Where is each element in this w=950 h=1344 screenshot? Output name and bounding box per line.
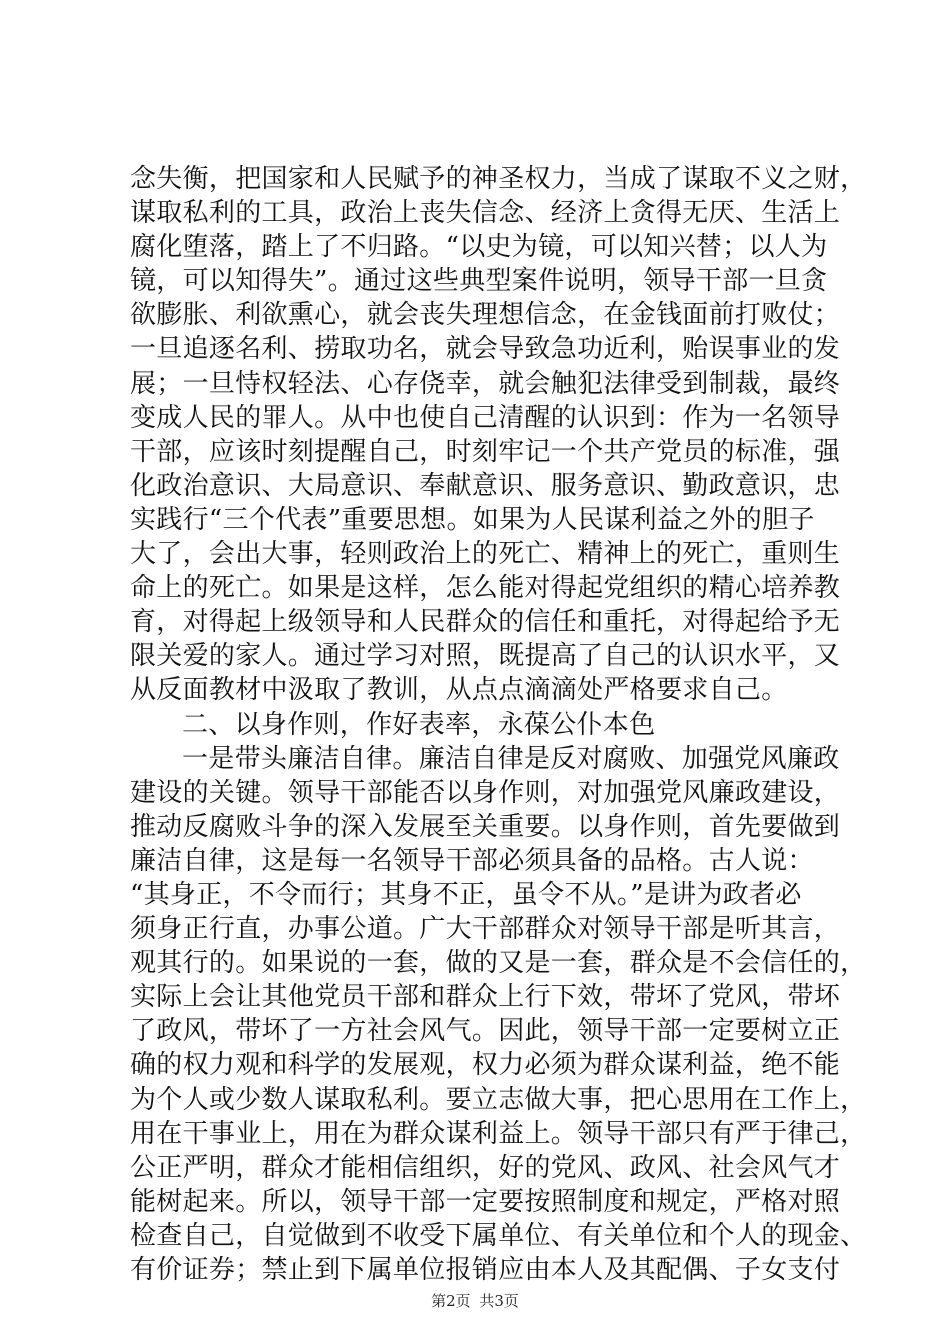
text-line: 实际上会让其他党员干部和群众上行下效，带坏了党风，带坏 — [130, 982, 841, 1013]
text-line: 谋取私利的工具，政治上丧失信念、经济上贪得无厌、生活上 — [130, 198, 841, 229]
text-line: 实践行“三个代表”重要思想。如果为人民谋利益之外的胆子 — [130, 504, 815, 535]
section-heading: 二、以身作则，作好表率，永葆公仆本色 — [182, 709, 656, 740]
text-line: 公正严明，群众才能相信组织，好的党风、政风、社会风气才 — [130, 1152, 841, 1183]
text-line: 变成人民的罪人。从中也使自己清醒的认识到：作为一名领导 — [130, 402, 841, 433]
page-total: 共3页 — [479, 1292, 519, 1310]
text-line: 有价证券；禁止到下属单位报销应由本人及其配偶、子女支付 — [130, 1255, 841, 1285]
text-line: 检查自己，自觉做到不收受下属单位、有关单位和个人的现金、 — [130, 1220, 867, 1251]
text-line: 确的权力观和科学的发展观，权力必须为群众谋利益，绝不能 — [130, 1050, 841, 1081]
text-line: 为个人或少数人谋取私利。要立志做大事，把心思用在工作上， — [130, 1084, 867, 1115]
text-line: 推动反腐败斗争的深入发展至关重要。以身作则，首先要做到 — [130, 811, 841, 842]
text-line: 一旦追逐名利、捞取功名，就会导致急功近利，贻误事业的发 — [130, 334, 841, 365]
text-line: 化政治意识、大局意识、奉献意识、服务意识、勤政意识，忠 — [130, 470, 841, 501]
text-line: 展；一旦恃权轻法、心存侥幸，就会触犯法律受到制裁，最终 — [130, 368, 841, 399]
text-line: 大了，会出大事，轻则政治上的死亡、精神上的死亡，重则生 — [130, 539, 841, 570]
text-line: 念失衡，把国家和人民赋予的神圣权力，当成了谋取不义之财， — [130, 164, 867, 194]
text-line: 从反面教材中汲取了教训，从点点滴滴处严格要求自己。 — [130, 675, 788, 706]
text-line: 限关爱的家人。通过学习对照，既提高了自己的认识水平，又 — [130, 641, 841, 672]
text-line: 观其行的。如果说的一套，做的又是一套，群众是不会信任的， — [130, 948, 867, 979]
text-line: 镜，可以知得失”。通过这些典型案件说明，领导干部一旦贪 — [130, 266, 828, 297]
text-line: 育，对得起上级领导和人民群众的信任和重托，对得起给予无 — [130, 607, 841, 638]
text-line: “其身正，不令而行；其身不正，虽令不从。”是讲为政者必 — [130, 879, 802, 910]
text-line: 腐化堕落，踏上了不归路。“以史为镜，可以知兴替；以人为 — [130, 232, 828, 263]
document-body — [130, 162, 867, 1287]
text-line: 须身正行直，办事公道。广大干部群众对领导干部是听其言， — [130, 914, 841, 945]
text-line: 廉洁自律，这是每一名领导干部必须具备的品格。古人说： — [130, 845, 814, 876]
page-footer — [0, 1292, 950, 1310]
text-line: 命上的死亡。如果是这样，怎么能对得起党组织的精心培养教 — [130, 573, 841, 604]
text-line: 建设的关键。领导干部能否以身作则，对加强党风廉政建设， — [130, 777, 841, 808]
text-line: 用在干事业上，用在为群众谋利益上。领导干部只有严于律己， — [130, 1118, 867, 1149]
text-line: 了政风，带坏了一方社会风气。因此，领导干部一定要树立正 — [130, 1016, 841, 1047]
paragraph-first-line: 一是带头廉洁自律。廉洁自律是反对腐败、加强党风廉政 — [182, 743, 840, 774]
page-number: 第2页 — [431, 1292, 471, 1310]
text-line: 欲膨胀、利欲熏心，就会丧失理想信念，在金钱面前打败仗； — [130, 300, 841, 331]
text-line: 干部，应该时刻提醒自己，时刻牢记一个共产党员的标准，强 — [130, 436, 841, 467]
text-line: 能树起来。所以，领导干部一定要按照制度和规定，严格对照 — [130, 1186, 841, 1217]
